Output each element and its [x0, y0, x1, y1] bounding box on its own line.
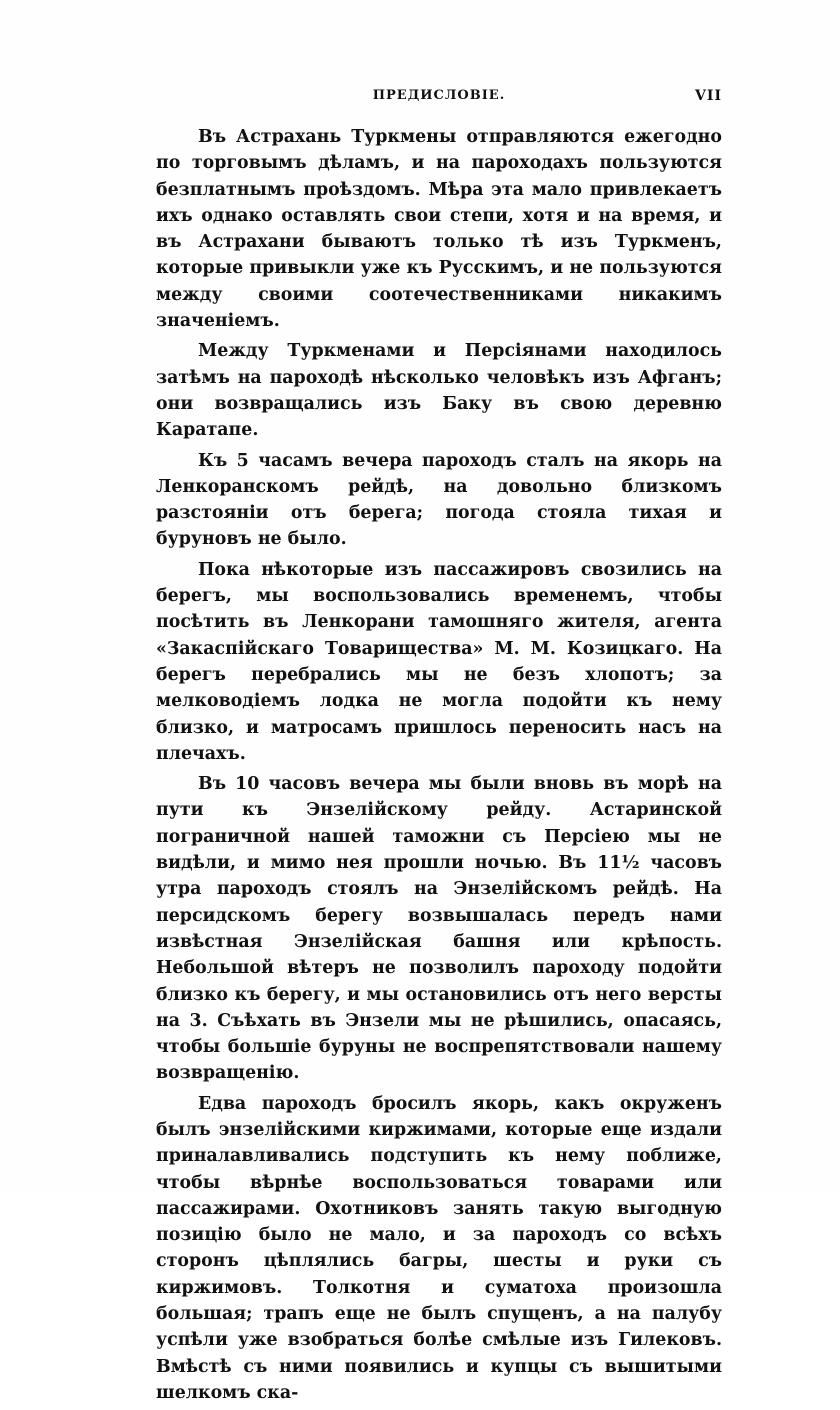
running-head: [156, 88, 722, 112]
page-number: VII: [695, 88, 722, 104]
running-title: ПРЕДИСЛОВІЕ.: [372, 88, 506, 103]
paragraph-1: Въ Астрахань Туркмены отправляются ежегодно по торговымъ дѣламъ, и на пароходахъ пользуются безплатнымъ проѣздомъ. Мѣра эта мало привлекаетъ ихъ однако оставлять свои степи, хотя и на время, и въ Астрахани бываютъ только тѣ изъ Туркменъ, которые привыкли уже къ Русскимъ, и не пользуются между своими соотечественниками никакимъ значеніемъ.: [156, 127, 722, 332]
paragraph-2: Между Туркменами и Персіянами находилось затѣмъ на пароходѣ нѣсколько человѣкъ изъ Афганъ; они возвращались изъ Баку въ свою деревню Каратапе.: [156, 341, 722, 441]
paragraph-5: Въ 10 часовъ вечера мы были вновь въ морѣ на пути къ Энзелійскому рейду. Астаринской пограничной нашей таможни съ Персіею мы не видѣли, и мимо нея прошли ночью. Въ 11½ часовъ утра пароходъ стоялъ на Энзелійскомъ рейдѣ. На персидскомъ берегу возвышалась передъ нами извѣстная Энзелійская башня или крѣпость. Небольшой вѣтеръ не позволилъ пароходу подойти близко къ берегу, и мы остановились отъ него версты на 3. Съѣхать въ Энзели мы не рѣшились, опасаясь, чтобы большіе буруны не воспрепятствовали нашему возвращенію.: [156, 774, 722, 1084]
paragraph-3: Къ 5 часамъ вечера пароходъ сталъ на якорь на Ленкоранскомъ рейдѣ, на довольно близкомъ разстояніи отъ берега; погода стояла тихая и буруновъ не было.: [156, 450, 722, 550]
body-text: [156, 124, 722, 1410]
paragraph-6: Едва пароходъ бросилъ якорь, какъ окруженъ былъ энзелійскими киржимами, которые еще издали приналавливались подступить къ нему поближе, чтобы вѣрнѣе воспользоваться товарами или пассажирами. Охотниковъ занять такую выгодную позицію было не мало, и за пароходъ со всѣхъ сторонъ цѣплялись багры, шесты и руки съ киржимовъ. Толкотня и суматоха произошла большая; трапъ еще не былъ спущенъ, а на палубу успѣли уже взобраться болѣе смѣлые изъ Гилековъ. Вмѣстѣ съ ними появились и купцы съ вышитыми шелкомъ ска-: [156, 1093, 722, 1403]
paragraph-4: Пока нѣкоторые изъ пассажировъ свозились на берегъ, мы воспользовались временемъ, чтобы посѣтить въ Ленкорани тамошняго жителя, агента «Закаспійскаго Товарищества» М. М. Козицкаго. На берегъ перебрались мы не безъ хлопотъ; за мелководіемъ лодка не могла подойти къ нему близко, и матросамъ пришлось переносить насъ на плечахъ.: [156, 559, 722, 764]
